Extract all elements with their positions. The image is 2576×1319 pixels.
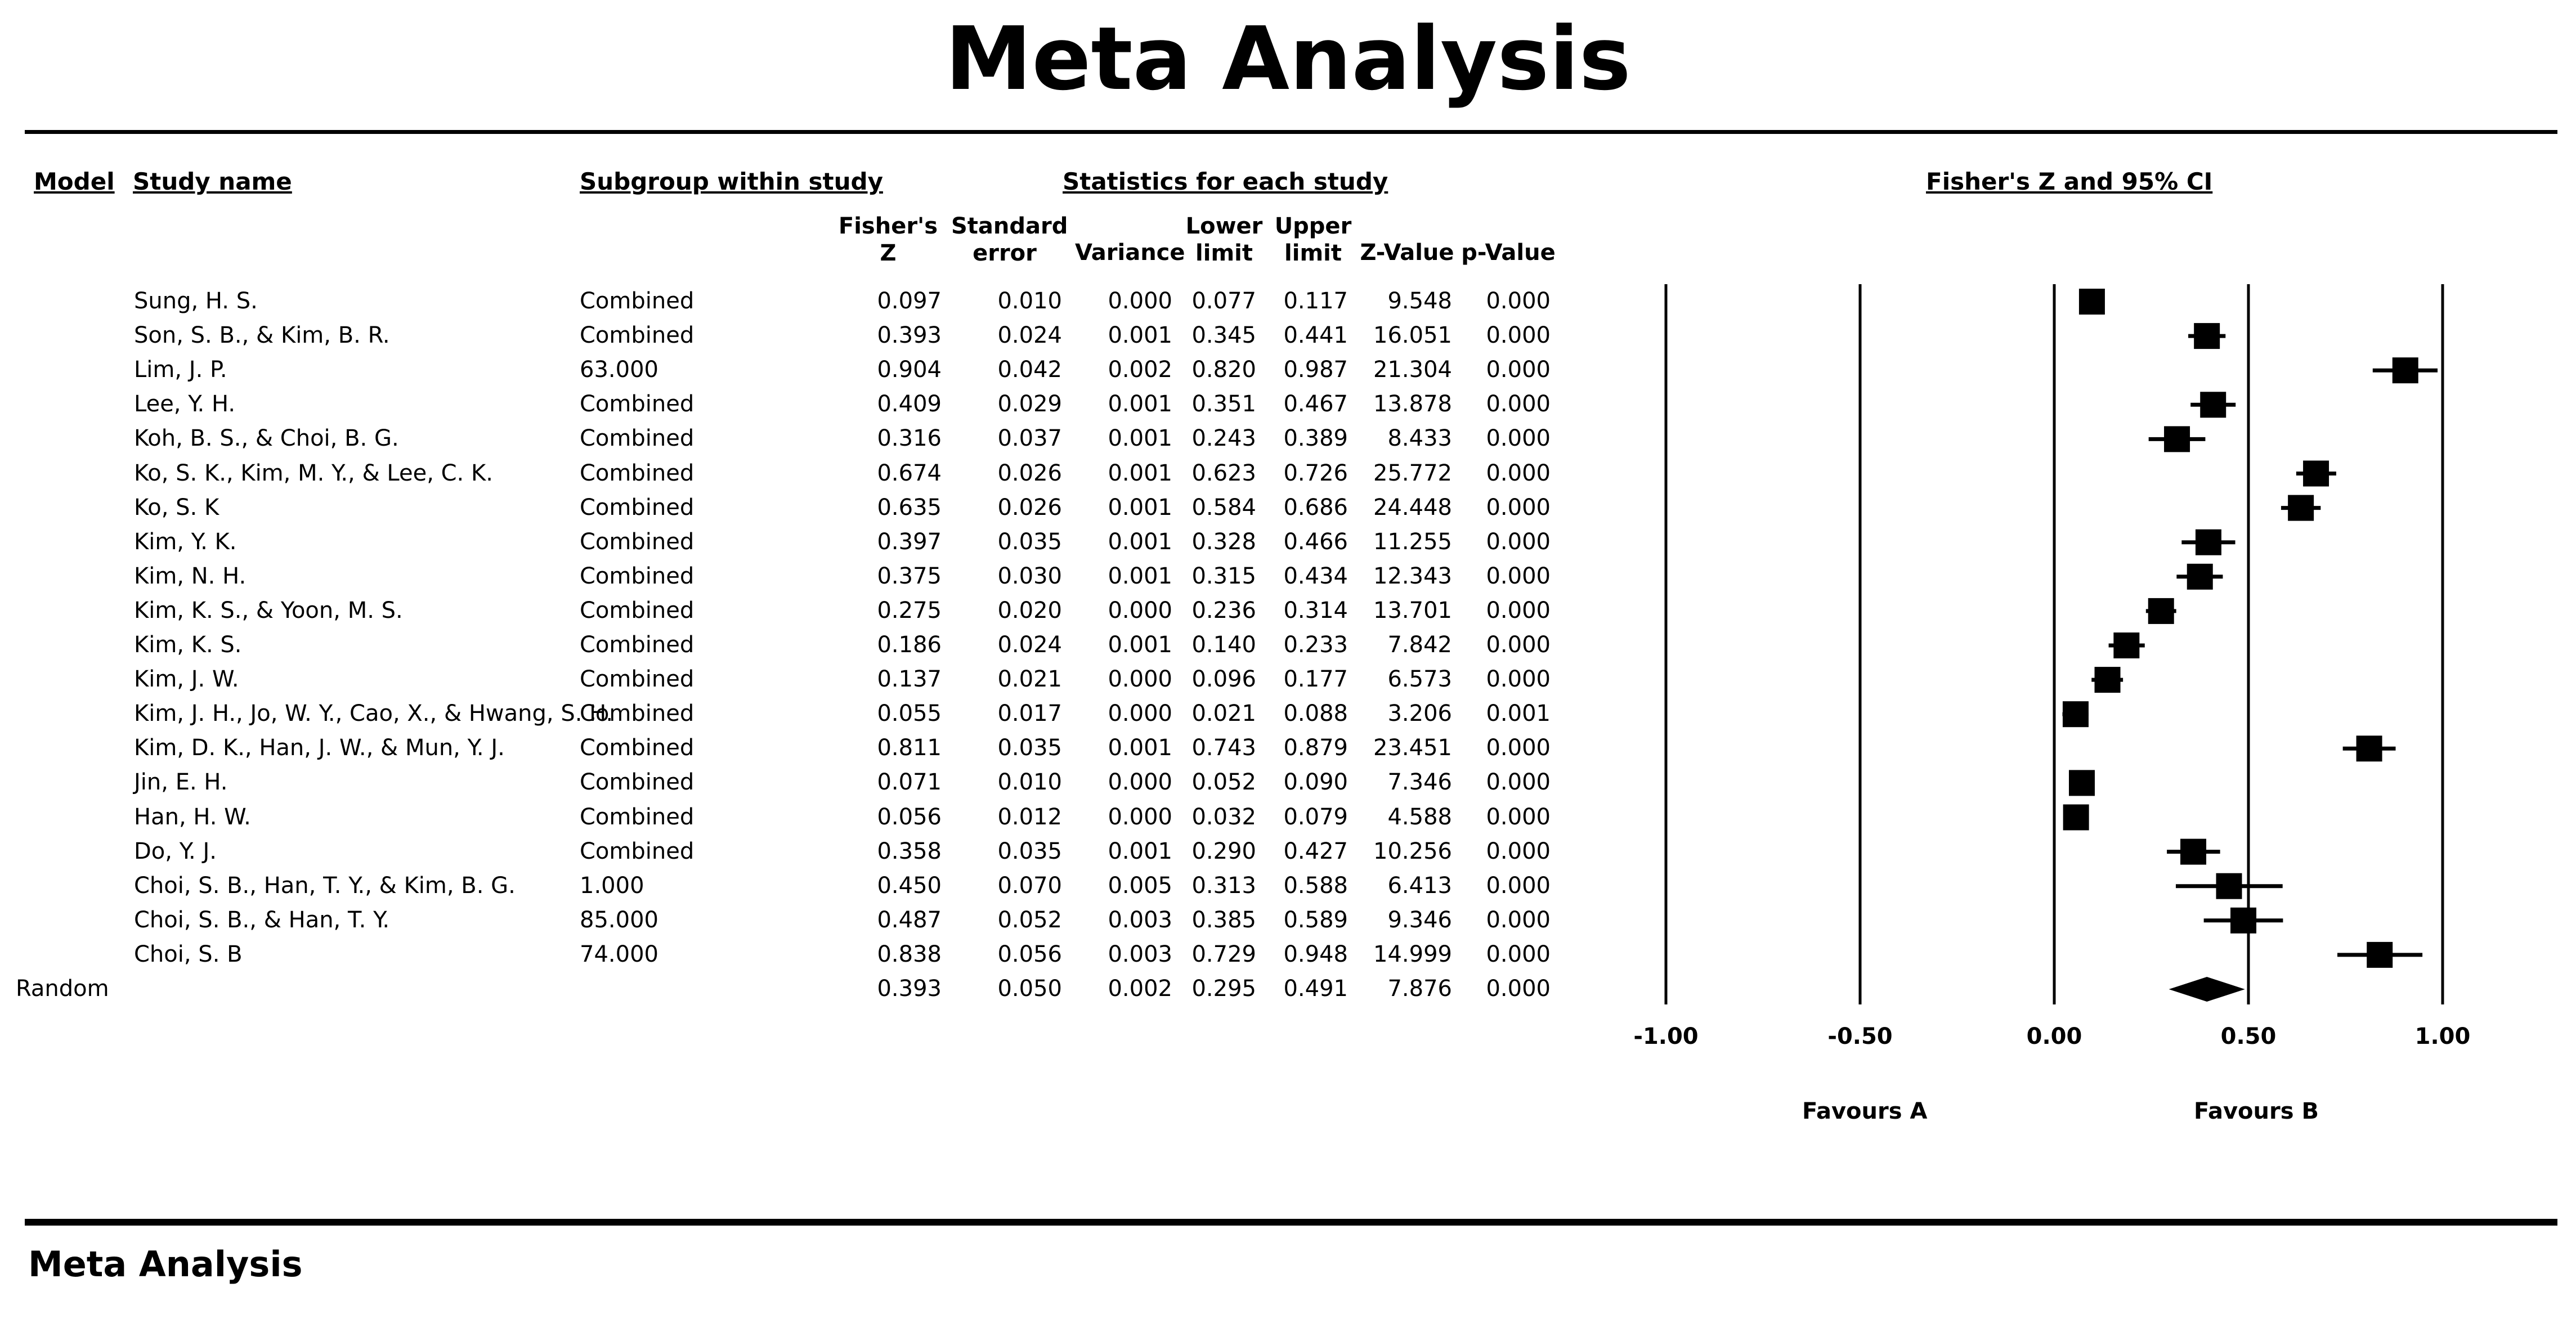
cell-variance: 0.001 — [1108, 391, 1172, 418]
study-name: Jin, E. H. — [134, 769, 228, 796]
cell-fisher-z: 0.674 — [877, 460, 942, 486]
point-estimate-marker — [2095, 667, 2121, 693]
cell-lower-limit: 0.729 — [1191, 941, 1256, 967]
col-header-std-error-line1: Standard — [951, 213, 1068, 239]
cell-variance: 0.001 — [1108, 563, 1172, 589]
cell-p-value: 0.000 — [1486, 666, 1551, 693]
cell-standard-error: 0.050 — [997, 976, 1062, 1002]
study-name: Kim, K. S. — [134, 632, 242, 658]
cell-p-value: 0.000 — [1486, 804, 1551, 830]
point-estimate-marker — [2113, 632, 2139, 658]
cell-p-value: 0.000 — [1486, 391, 1551, 418]
cell-standard-error: 0.021 — [997, 666, 1062, 693]
point-estimate-marker — [2393, 357, 2418, 383]
cell-upper-limit: 0.389 — [1283, 425, 1348, 452]
cell-variance: 0.000 — [1108, 597, 1172, 623]
cell-fisher-z: 0.375 — [877, 563, 942, 589]
cell-variance: 0.001 — [1108, 528, 1172, 555]
cell-z-value: 12.343 — [1373, 563, 1452, 589]
cell-variance: 0.001 — [1108, 735, 1172, 761]
cell-upper-limit: 0.726 — [1283, 460, 1348, 486]
cell-z-value: 9.346 — [1387, 907, 1452, 933]
study-name: Kim, D. K., Han, J. W., & Mun, Y. J. — [134, 735, 505, 761]
cell-lower-limit: 0.096 — [1191, 666, 1256, 693]
x-tick-label: 1.00 — [2414, 1024, 2471, 1049]
point-estimate-marker — [2357, 735, 2382, 761]
cell-variance: 0.001 — [1108, 425, 1172, 452]
cell-z-value: 25.772 — [1373, 460, 1452, 486]
col-header-variance: Variance — [1075, 240, 1185, 266]
col-header-std-error-line2: error — [973, 240, 1037, 266]
cell-lower-limit: 0.290 — [1191, 838, 1256, 864]
study-name: Son, S. B., & Kim, B. R. — [134, 322, 390, 349]
cell-upper-limit: 0.117 — [1283, 288, 1348, 314]
point-estimate-marker — [2288, 495, 2314, 521]
cell-variance: 0.005 — [1108, 872, 1172, 899]
study-subgroup: Combined — [580, 460, 695, 486]
cell-upper-limit: 0.314 — [1283, 597, 1348, 623]
cell-p-value: 0.000 — [1486, 769, 1551, 796]
study-name: Kim, Y. K. — [134, 528, 237, 555]
study-name: Ko, S. K — [134, 494, 219, 521]
cell-standard-error: 0.026 — [997, 460, 1062, 486]
cell-upper-limit: 0.177 — [1283, 666, 1348, 693]
cell-fisher-z: 0.071 — [877, 769, 942, 796]
cell-upper-limit: 0.233 — [1283, 632, 1348, 658]
study-subgroup: Combined — [580, 666, 695, 693]
cell-upper-limit: 0.088 — [1283, 701, 1348, 727]
cell-p-value: 0.000 — [1486, 632, 1551, 658]
cell-z-value: 16.051 — [1373, 322, 1452, 349]
col-header-upper-line2: limit — [1284, 240, 1342, 266]
study-subgroup: Combined — [580, 563, 695, 589]
header-plot-title: Fisher's Z and 95% CI — [1926, 168, 2213, 195]
cell-p-value: 0.000 — [1486, 357, 1551, 383]
header-model: Model — [34, 168, 115, 195]
cell-upper-limit: 0.948 — [1283, 941, 1348, 967]
cell-standard-error: 0.035 — [997, 838, 1062, 864]
cell-fisher-z: 0.838 — [877, 941, 942, 967]
cell-p-value: 0.000 — [1486, 494, 1551, 521]
study-name: Ko, S. K., Kim, M. Y., & Lee, C. K. — [134, 460, 493, 486]
cell-z-value: 23.451 — [1373, 735, 1452, 761]
cell-z-value: 21.304 — [1373, 357, 1452, 383]
cell-lower-limit: 0.743 — [1191, 735, 1256, 761]
cell-p-value: 0.000 — [1486, 838, 1551, 864]
cell-z-value: 4.588 — [1387, 804, 1452, 830]
cell-fisher-z: 0.393 — [877, 976, 942, 1002]
cell-variance: 0.000 — [1108, 666, 1172, 693]
cell-p-value: 0.001 — [1486, 701, 1551, 727]
footer-title: Meta Analysis — [28, 1244, 303, 1285]
cell-lower-limit: 0.295 — [1191, 976, 1256, 1002]
study-name: Choi, S. B., Han, T. Y., & Kim, B. G. — [134, 872, 516, 899]
cell-fisher-z: 0.056 — [877, 804, 942, 830]
cell-variance: 0.002 — [1108, 357, 1172, 383]
cell-lower-limit: 0.032 — [1191, 804, 1256, 830]
cell-standard-error: 0.042 — [997, 357, 1062, 383]
cell-fisher-z: 0.450 — [877, 872, 942, 899]
cell-fisher-z: 0.393 — [877, 322, 942, 349]
study-name: Kim, J. W. — [134, 666, 239, 693]
cell-lower-limit: 0.345 — [1191, 322, 1256, 349]
cell-z-value: 11.255 — [1373, 528, 1452, 555]
study-subgroup: 85.000 — [580, 907, 658, 933]
header-statistics: Statistics for each study — [1063, 168, 1388, 195]
cell-standard-error: 0.052 — [997, 907, 1062, 933]
point-estimate-marker — [2196, 530, 2221, 555]
point-estimate-marker — [2148, 598, 2174, 624]
cell-p-value: 0.000 — [1486, 425, 1551, 452]
cell-lower-limit: 0.021 — [1191, 701, 1256, 727]
cell-p-value: 0.000 — [1486, 597, 1551, 623]
cell-upper-limit: 0.588 — [1283, 872, 1348, 899]
cell-p-value: 0.000 — [1486, 528, 1551, 555]
cell-p-value: 0.000 — [1486, 563, 1551, 589]
favours-b-label: Favours B — [2194, 1098, 2319, 1124]
point-estimate-marker — [2367, 942, 2393, 968]
study-name: Choi, S. B — [134, 941, 243, 967]
cell-z-value: 9.548 — [1387, 288, 1452, 314]
study-name: Kim, J. H., Jo, W. Y., Cao, X., & Hwang, S. H. — [134, 701, 613, 727]
cell-z-value: 6.413 — [1387, 872, 1452, 899]
cell-lower-limit: 0.052 — [1191, 769, 1256, 796]
col-header-p-value: p-Value — [1461, 240, 1556, 266]
x-tick-label: 0.00 — [2026, 1024, 2082, 1049]
cell-lower-limit: 0.623 — [1191, 460, 1256, 486]
cell-lower-limit: 0.315 — [1191, 563, 1256, 589]
cell-variance: 0.003 — [1108, 941, 1172, 967]
cell-standard-error: 0.010 — [997, 769, 1062, 796]
cell-z-value: 10.256 — [1373, 838, 1452, 864]
cell-fisher-z: 0.055 — [877, 701, 942, 727]
study-subgroup: Combined — [580, 735, 695, 761]
study-subgroup: Combined — [580, 528, 695, 555]
cell-upper-limit: 0.686 — [1283, 494, 1348, 521]
point-estimate-marker — [2164, 426, 2190, 452]
cell-upper-limit: 0.090 — [1283, 769, 1348, 796]
cell-lower-limit: 0.820 — [1191, 357, 1256, 383]
cell-upper-limit: 0.079 — [1283, 804, 1348, 830]
point-estimate-marker — [2230, 908, 2256, 934]
cell-fisher-z: 0.137 — [877, 666, 942, 693]
study-subgroup: Combined — [580, 838, 695, 864]
summary-diamond — [2169, 977, 2245, 1002]
cell-p-value: 0.000 — [1486, 907, 1551, 933]
col-header-lower-line2: limit — [1195, 240, 1253, 266]
col-header-fisher-z-line2: Z — [880, 240, 897, 266]
study-subgroup: Combined — [580, 322, 695, 349]
cell-z-value: 13.878 — [1373, 391, 1452, 418]
cell-z-value: 24.448 — [1373, 494, 1452, 521]
cell-z-value: 3.206 — [1387, 701, 1452, 727]
cell-lower-limit: 0.140 — [1191, 632, 1256, 658]
study-name: Do, Y. J. — [134, 838, 217, 864]
cell-p-value: 0.000 — [1486, 872, 1551, 899]
cell-upper-limit: 0.589 — [1283, 907, 1348, 933]
cell-fisher-z: 0.397 — [877, 528, 942, 555]
cell-z-value: 7.876 — [1387, 976, 1452, 1002]
cell-standard-error: 0.017 — [997, 701, 1062, 727]
cell-fisher-z: 0.635 — [877, 494, 942, 521]
point-estimate-marker — [2063, 805, 2089, 831]
cell-p-value: 0.000 — [1486, 460, 1551, 486]
cell-lower-limit: 0.385 — [1191, 907, 1256, 933]
cell-variance: 0.001 — [1108, 322, 1172, 349]
cell-z-value: 8.433 — [1387, 425, 1452, 452]
cell-standard-error: 0.026 — [997, 494, 1062, 521]
cell-fisher-z: 0.904 — [877, 357, 942, 383]
cell-p-value: 0.000 — [1486, 322, 1551, 349]
cell-variance: 0.000 — [1108, 701, 1172, 727]
cell-lower-limit: 0.351 — [1191, 391, 1256, 418]
cell-variance: 0.001 — [1108, 632, 1172, 658]
cell-variance: 0.002 — [1108, 976, 1172, 1002]
cell-fisher-z: 0.186 — [877, 632, 942, 658]
cell-upper-limit: 0.987 — [1283, 357, 1348, 383]
col-header-lower-line1: Lower — [1185, 213, 1263, 239]
study-name: Kim, K. S., & Yoon, M. S. — [134, 597, 403, 623]
cell-variance: 0.003 — [1108, 907, 1172, 933]
favours-a-label: Favours A — [1802, 1098, 1928, 1124]
cell-fisher-z: 0.487 — [877, 907, 942, 933]
cell-upper-limit: 0.466 — [1283, 528, 1348, 555]
study-name: Han, H. W. — [134, 804, 251, 830]
cell-variance: 0.001 — [1108, 460, 1172, 486]
study-name: Lee, Y. H. — [134, 391, 236, 418]
random-model-label: Random — [16, 976, 109, 1002]
cell-fisher-z: 0.358 — [877, 838, 942, 864]
col-header-z-value: Z-Value — [1360, 240, 1454, 266]
study-name: Kim, N. H. — [134, 563, 247, 589]
cell-lower-limit: 0.077 — [1191, 288, 1256, 314]
point-estimate-marker — [2063, 701, 2089, 727]
cell-variance: 0.000 — [1108, 769, 1172, 796]
cell-standard-error: 0.020 — [997, 597, 1062, 623]
point-estimate-marker — [2303, 461, 2329, 487]
cell-upper-limit: 0.427 — [1283, 838, 1348, 864]
cell-z-value: 7.842 — [1387, 632, 1452, 658]
cell-lower-limit: 0.328 — [1191, 528, 1256, 555]
study-subgroup: Combined — [580, 701, 695, 727]
study-name: Choi, S. B., & Han, T. Y. — [134, 907, 390, 933]
cell-upper-limit: 0.879 — [1283, 735, 1348, 761]
study-subgroup: Combined — [580, 804, 695, 830]
cell-fisher-z: 0.275 — [877, 597, 942, 623]
cell-p-value: 0.000 — [1486, 735, 1551, 761]
cell-fisher-z: 0.316 — [877, 425, 942, 452]
x-tick-label: 0.50 — [2220, 1024, 2277, 1049]
point-estimate-marker — [2069, 770, 2095, 796]
cell-standard-error: 0.035 — [997, 735, 1062, 761]
study-subgroup: Combined — [580, 425, 695, 452]
cell-lower-limit: 0.236 — [1191, 597, 1256, 623]
point-estimate-marker — [2187, 564, 2213, 590]
cell-standard-error: 0.035 — [997, 528, 1062, 555]
cell-variance: 0.000 — [1108, 288, 1172, 314]
cell-standard-error: 0.024 — [997, 322, 1062, 349]
cell-standard-error: 0.070 — [997, 872, 1062, 899]
cell-lower-limit: 0.584 — [1191, 494, 1256, 521]
study-name: Koh, B. S., & Choi, B. G. — [134, 425, 399, 452]
cell-z-value: 14.999 — [1373, 941, 1452, 967]
study-subgroup: 1.000 — [580, 872, 644, 899]
cell-variance: 0.001 — [1108, 838, 1172, 864]
study-subgroup: 63.000 — [580, 357, 658, 383]
point-estimate-marker — [2180, 839, 2206, 865]
cell-variance: 0.000 — [1108, 804, 1172, 830]
cell-standard-error: 0.024 — [997, 632, 1062, 658]
study-subgroup: Combined — [580, 632, 695, 658]
cell-z-value: 6.573 — [1387, 666, 1452, 693]
cell-upper-limit: 0.434 — [1283, 563, 1348, 589]
study-subgroup: Combined — [580, 288, 695, 314]
cell-standard-error: 0.012 — [997, 804, 1062, 830]
cell-upper-limit: 0.441 — [1283, 322, 1348, 349]
cell-z-value: 7.346 — [1387, 769, 1452, 796]
point-estimate-marker — [2200, 392, 2226, 418]
cell-lower-limit: 0.243 — [1191, 425, 1256, 452]
study-subgroup: Combined — [580, 391, 695, 418]
page-title: Meta Analysis — [945, 8, 1631, 110]
study-name: Lim, J. P. — [134, 357, 227, 383]
study-subgroup: 74.000 — [580, 941, 658, 967]
cell-fisher-z: 0.811 — [877, 735, 942, 761]
point-estimate-marker — [2194, 323, 2220, 349]
cell-standard-error: 0.010 — [997, 288, 1062, 314]
study-subgroup: Combined — [580, 597, 695, 623]
cell-fisher-z: 0.097 — [877, 288, 942, 314]
x-tick-label: -1.00 — [1633, 1024, 1699, 1049]
header-subgroup: Subgroup within study — [580, 168, 883, 195]
study-subgroup: Combined — [580, 769, 695, 796]
cell-p-value: 0.000 — [1486, 941, 1551, 967]
cell-p-value: 0.000 — [1486, 288, 1551, 314]
x-tick-label: -0.50 — [1827, 1024, 1893, 1049]
header-study-name: Study name — [133, 168, 292, 195]
cell-standard-error: 0.029 — [997, 391, 1062, 418]
cell-p-value: 0.000 — [1486, 976, 1551, 1002]
point-estimate-marker — [2079, 289, 2105, 315]
cell-fisher-z: 0.409 — [877, 391, 942, 418]
cell-upper-limit: 0.491 — [1283, 976, 1348, 1002]
point-estimate-marker — [2216, 873, 2242, 899]
cell-standard-error: 0.030 — [997, 563, 1062, 589]
bottom-divider — [25, 1219, 2557, 1226]
cell-upper-limit: 0.467 — [1283, 391, 1348, 418]
cell-lower-limit: 0.313 — [1191, 872, 1256, 899]
col-header-upper-line1: Upper — [1274, 213, 1352, 239]
cell-standard-error: 0.056 — [997, 941, 1062, 967]
study-subgroup: Combined — [580, 494, 695, 521]
cell-variance: 0.001 — [1108, 494, 1172, 521]
cell-standard-error: 0.037 — [997, 425, 1062, 452]
col-header-fisher-z-line1: Fisher's — [838, 213, 938, 239]
cell-z-value: 13.701 — [1373, 597, 1452, 623]
study-name: Sung, H. S. — [134, 288, 258, 314]
